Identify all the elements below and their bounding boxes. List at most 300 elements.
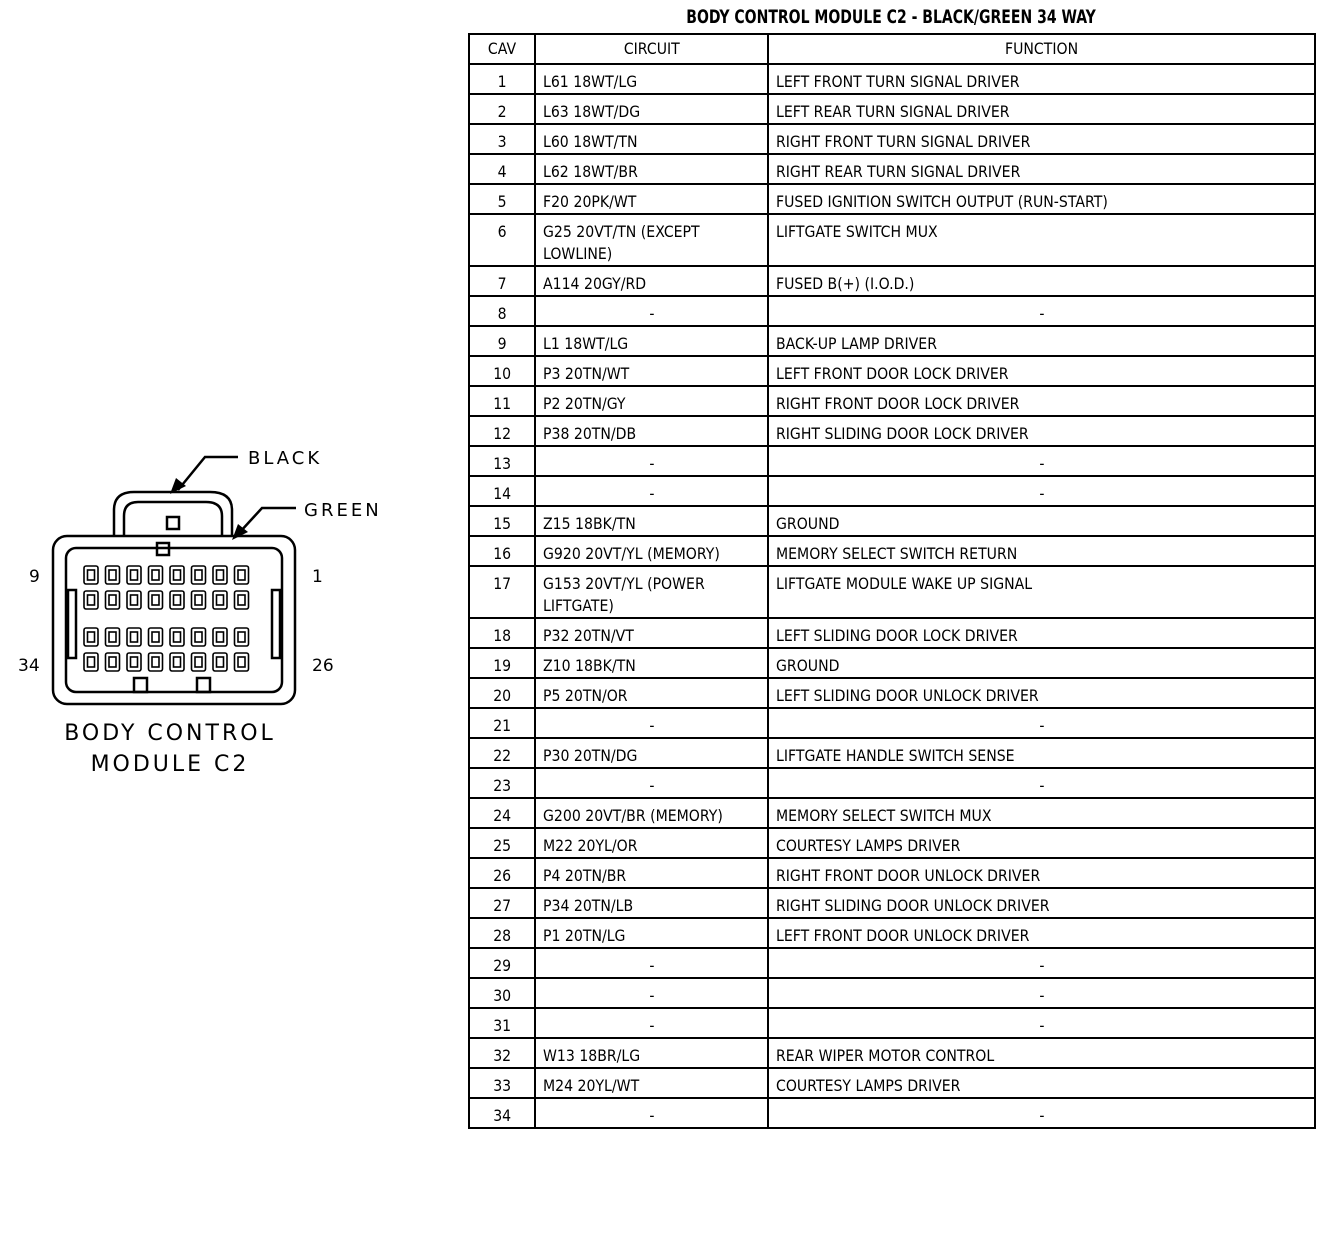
cell-function bbox=[768, 648, 1315, 678]
cell-circuit-text: P3 20TN/WT bbox=[543, 364, 630, 383]
cell-cav bbox=[469, 888, 535, 918]
cell-function bbox=[768, 124, 1315, 154]
cell-function-text: LEFT REAR TURN SIGNAL DRIVER bbox=[776, 102, 1010, 121]
cell-circuit bbox=[535, 1098, 768, 1128]
cell-cav bbox=[469, 1008, 535, 1038]
cell-cav-text: 4 bbox=[497, 162, 507, 181]
cell-circuit bbox=[535, 266, 768, 296]
pin-26-label: 26 bbox=[312, 656, 334, 676]
cell-function bbox=[768, 738, 1315, 768]
cell-cav-text: 13 bbox=[493, 454, 511, 473]
table-row bbox=[469, 476, 1315, 506]
cell-circuit-text: - bbox=[648, 716, 655, 735]
cell-cav-text: 5 bbox=[497, 192, 507, 211]
cell-function-text: LIFTGATE SWITCH MUX bbox=[776, 222, 938, 241]
terminal-cavity bbox=[192, 628, 206, 646]
cell-circuit bbox=[535, 858, 768, 888]
cell-cav-text: 31 bbox=[493, 1016, 511, 1035]
cell-cav bbox=[469, 124, 535, 154]
terminal-pin bbox=[217, 595, 224, 605]
cell-cav bbox=[469, 416, 535, 446]
cell-function-text: RIGHT SLIDING DOOR UNLOCK DRIVER bbox=[776, 896, 1050, 915]
cell-circuit bbox=[535, 446, 768, 476]
terminal-cavity bbox=[149, 628, 163, 646]
cell-circuit-text: G200 20VT/BR (MEMORY) bbox=[543, 806, 723, 825]
cell-cav bbox=[469, 828, 535, 858]
cell-cav bbox=[469, 798, 535, 828]
cell-cav bbox=[469, 648, 535, 678]
table-row bbox=[469, 326, 1315, 356]
connector-diagram bbox=[0, 0, 420, 800]
table-row bbox=[469, 738, 1315, 768]
terminal-pin bbox=[152, 632, 159, 642]
cell-function bbox=[768, 326, 1315, 356]
cell-function bbox=[768, 214, 1315, 266]
table-row bbox=[469, 1098, 1315, 1128]
cell-circuit-text: L62 18WT/BR bbox=[543, 162, 638, 181]
terminal-pin bbox=[217, 657, 224, 667]
cell-cav-text: 1 bbox=[497, 72, 507, 91]
cell-function-text: BACK-UP LAMP DRIVER bbox=[776, 334, 937, 353]
cell-function-text: - bbox=[1038, 776, 1045, 795]
connector-housing bbox=[53, 536, 295, 704]
cell-function-text: RIGHT FRONT DOOR UNLOCK DRIVER bbox=[776, 866, 1041, 885]
terminal-pin bbox=[131, 657, 138, 667]
cell-function-text: GROUND bbox=[776, 656, 840, 675]
cell-function bbox=[768, 64, 1315, 94]
header-circuit-text: CIRCUIT bbox=[623, 39, 680, 58]
terminal-cavity bbox=[149, 591, 163, 609]
cell-circuit bbox=[535, 1008, 768, 1038]
terminal-cavity bbox=[106, 591, 120, 609]
terminal-pin bbox=[88, 595, 95, 605]
terminal-pin bbox=[131, 595, 138, 605]
terminal-pin bbox=[174, 570, 181, 580]
cell-circuit bbox=[535, 326, 768, 356]
black-label: BLACK bbox=[248, 448, 323, 469]
cell-circuit bbox=[535, 506, 768, 536]
terminal-pin bbox=[195, 595, 202, 605]
table-row bbox=[469, 266, 1315, 296]
cell-cav bbox=[469, 768, 535, 798]
cell-function-text: LEFT SLIDING DOOR LOCK DRIVER bbox=[776, 626, 1018, 645]
diagram-caption-line2: MODULE C2 bbox=[90, 752, 250, 777]
cell-circuit bbox=[535, 978, 768, 1008]
cell-cav-text: 10 bbox=[493, 364, 511, 383]
table-row bbox=[469, 828, 1315, 858]
terminal-pin bbox=[88, 570, 95, 580]
terminal-cavity bbox=[106, 628, 120, 646]
cell-circuit bbox=[535, 738, 768, 768]
cell-circuit bbox=[535, 708, 768, 738]
pinout-table bbox=[468, 33, 1316, 1129]
terminal-pin bbox=[195, 570, 202, 580]
cell-circuit bbox=[535, 768, 768, 798]
cell-function bbox=[768, 1068, 1315, 1098]
cell-circuit bbox=[535, 64, 768, 94]
table-row bbox=[469, 184, 1315, 214]
cell-function-text: - bbox=[1038, 454, 1045, 473]
cell-function bbox=[768, 386, 1315, 416]
terminal-cavity bbox=[213, 653, 227, 671]
cell-cav-text: 14 bbox=[493, 484, 511, 503]
cell-function bbox=[768, 1098, 1315, 1128]
table-row bbox=[469, 708, 1315, 738]
terminal-cavity bbox=[192, 566, 206, 584]
cell-cav bbox=[469, 978, 535, 1008]
terminal-cavity bbox=[149, 653, 163, 671]
cell-cav-text: 20 bbox=[493, 686, 511, 705]
cell-function-text: - bbox=[1038, 304, 1045, 323]
cell-circuit-text: P38 20TN/DB bbox=[543, 424, 637, 443]
header-function-text: FUNCTION bbox=[1004, 39, 1079, 58]
diagram-caption-line1: BODY CONTROL bbox=[64, 721, 276, 746]
terminal-pin bbox=[238, 657, 245, 667]
connector-latch bbox=[114, 492, 232, 555]
table-row bbox=[469, 918, 1315, 948]
cell-function-text: LIFTGATE MODULE WAKE UP SIGNAL bbox=[776, 574, 1033, 593]
cell-function-text: LEFT FRONT DOOR LOCK DRIVER bbox=[776, 364, 1009, 383]
table-row bbox=[469, 948, 1315, 978]
cell-cav-text: 32 bbox=[493, 1046, 511, 1065]
terminal-cavity bbox=[127, 653, 141, 671]
cell-function bbox=[768, 476, 1315, 506]
cell-function bbox=[768, 184, 1315, 214]
cell-function-text: MEMORY SELECT SWITCH RETURN bbox=[776, 544, 1018, 563]
cell-circuit-text: M24 20YL/WT bbox=[543, 1076, 640, 1095]
terminal-cavity bbox=[235, 591, 249, 609]
table-row bbox=[469, 798, 1315, 828]
table-row bbox=[469, 64, 1315, 94]
cell-circuit bbox=[535, 214, 768, 266]
terminal-cavity bbox=[84, 628, 98, 646]
cell-cav-text: 19 bbox=[493, 656, 511, 675]
cell-circuit bbox=[535, 184, 768, 214]
pin-1-label: 1 bbox=[312, 567, 323, 587]
terminal-cavity bbox=[170, 566, 184, 584]
table-row bbox=[469, 124, 1315, 154]
cell-cav bbox=[469, 618, 535, 648]
terminal-pin bbox=[217, 632, 224, 642]
cell-cav-text: 27 bbox=[493, 896, 511, 915]
cell-function bbox=[768, 828, 1315, 858]
cell-cav-text: 16 bbox=[493, 544, 511, 563]
right-key bbox=[272, 590, 280, 658]
cell-cav-text: 8 bbox=[497, 304, 507, 323]
cell-function bbox=[768, 678, 1315, 708]
cell-cav-text: 30 bbox=[493, 986, 511, 1005]
cell-function bbox=[768, 536, 1315, 566]
cell-cav-text: 34 bbox=[493, 1106, 511, 1125]
terminal-cavity bbox=[213, 591, 227, 609]
table-row bbox=[469, 506, 1315, 536]
cell-cav-text: 11 bbox=[493, 394, 511, 413]
terminal-cavity bbox=[170, 653, 184, 671]
table-row bbox=[469, 678, 1315, 708]
table-row bbox=[469, 296, 1315, 326]
cell-cav-text: 22 bbox=[493, 746, 511, 765]
cell-circuit-text: - bbox=[648, 454, 655, 473]
cell-function-text: COURTESY LAMPS DRIVER bbox=[776, 836, 961, 855]
table-row bbox=[469, 888, 1315, 918]
terminal-pin bbox=[174, 632, 181, 642]
cell-function bbox=[768, 978, 1315, 1008]
terminal-cavity bbox=[84, 566, 98, 584]
table-row bbox=[469, 978, 1315, 1008]
cell-function-text: GROUND bbox=[776, 514, 840, 533]
cell-cav bbox=[469, 858, 535, 888]
terminal-cavities bbox=[84, 566, 249, 671]
cell-cav-text: 9 bbox=[497, 334, 507, 353]
cell-cav-text: 17 bbox=[493, 574, 511, 593]
cell-circuit bbox=[535, 386, 768, 416]
pin-34-label: 34 bbox=[18, 656, 40, 676]
cell-circuit-text: Z15 18BK/TN bbox=[543, 514, 636, 533]
cell-function-text: RIGHT FRONT TURN SIGNAL DRIVER bbox=[776, 132, 1031, 151]
table-row bbox=[469, 566, 1315, 618]
terminal-pin bbox=[217, 570, 224, 580]
table-row bbox=[469, 648, 1315, 678]
cell-circuit-text: - bbox=[648, 1016, 655, 1035]
table-row bbox=[469, 154, 1315, 184]
cell-circuit bbox=[535, 828, 768, 858]
cell-cav bbox=[469, 566, 535, 618]
cell-circuit bbox=[535, 296, 768, 326]
cell-cav-text: 2 bbox=[497, 102, 507, 121]
cell-function-text: - bbox=[1038, 1106, 1045, 1125]
cell-function-text: MEMORY SELECT SWITCH MUX bbox=[776, 806, 992, 825]
cell-circuit-text: M22 20YL/OR bbox=[543, 836, 638, 855]
terminal-cavity bbox=[235, 628, 249, 646]
terminal-pin bbox=[152, 570, 159, 580]
cell-circuit-text: - bbox=[648, 1106, 655, 1125]
cell-circuit-text: P34 20TN/LB bbox=[543, 896, 634, 915]
cell-circuit-text: L1 18WT/LG bbox=[543, 334, 629, 353]
terminal-cavity bbox=[235, 653, 249, 671]
cell-circuit bbox=[535, 154, 768, 184]
cell-cav-text: 24 bbox=[493, 806, 511, 825]
cell-circuit bbox=[535, 918, 768, 948]
table-row bbox=[469, 858, 1315, 888]
terminal-cavity bbox=[192, 591, 206, 609]
table-row bbox=[469, 386, 1315, 416]
cell-circuit-text: G25 20VT/TN (EXCEPT LOWLINE) bbox=[543, 222, 700, 263]
terminal-cavity bbox=[170, 591, 184, 609]
terminal-cavity bbox=[192, 653, 206, 671]
terminal-pin bbox=[152, 657, 159, 667]
cell-cav-text: 26 bbox=[493, 866, 511, 885]
terminal-pin bbox=[131, 632, 138, 642]
cell-function bbox=[768, 1038, 1315, 1068]
cell-function-text: RIGHT FRONT DOOR LOCK DRIVER bbox=[776, 394, 1020, 413]
cell-function bbox=[768, 858, 1315, 888]
cell-cav bbox=[469, 1068, 535, 1098]
terminal-pin bbox=[195, 632, 202, 642]
header-circuit bbox=[535, 34, 768, 64]
table-row bbox=[469, 356, 1315, 386]
cell-circuit bbox=[535, 124, 768, 154]
cell-cav bbox=[469, 214, 535, 266]
cell-function bbox=[768, 416, 1315, 446]
cell-function bbox=[768, 266, 1315, 296]
terminal-pin bbox=[174, 657, 181, 667]
cell-cav-text: 12 bbox=[493, 424, 511, 443]
cell-circuit-text: L60 18WT/TN bbox=[543, 132, 638, 151]
cell-cav-text: 23 bbox=[493, 776, 511, 795]
cell-cav-text: 7 bbox=[497, 274, 507, 293]
terminal-pin bbox=[238, 570, 245, 580]
cell-circuit-text: - bbox=[648, 986, 655, 1005]
cell-cav bbox=[469, 678, 535, 708]
cell-cav bbox=[469, 356, 535, 386]
cell-circuit-text: - bbox=[648, 304, 655, 323]
terminal-pin bbox=[109, 595, 116, 605]
cell-circuit bbox=[535, 536, 768, 566]
table-title: BODY CONTROL MODULE C2 - BLACK/GREEN 34 WAY bbox=[686, 6, 1096, 28]
terminal-cavity bbox=[106, 653, 120, 671]
table-row bbox=[469, 446, 1315, 476]
header-cav bbox=[469, 34, 535, 64]
terminal-pin bbox=[238, 595, 245, 605]
cell-function-text: LEFT FRONT TURN SIGNAL DRIVER bbox=[776, 72, 1020, 91]
cell-circuit-text: F20 20PK/WT bbox=[543, 192, 637, 211]
left-key bbox=[68, 590, 76, 658]
cell-cav bbox=[469, 184, 535, 214]
cell-cav bbox=[469, 94, 535, 124]
terminal-pin bbox=[88, 657, 95, 667]
cell-circuit-text: P1 20TN/LG bbox=[543, 926, 626, 945]
cell-cav-text: 29 bbox=[493, 956, 511, 975]
cell-function bbox=[768, 1008, 1315, 1038]
cell-circuit-text: P4 20TN/BR bbox=[543, 866, 627, 885]
cell-cav bbox=[469, 296, 535, 326]
cell-function bbox=[768, 768, 1315, 798]
cell-circuit-text: Z10 18BK/TN bbox=[543, 656, 636, 675]
cell-circuit-text: - bbox=[648, 776, 655, 795]
cell-circuit bbox=[535, 476, 768, 506]
cell-circuit bbox=[535, 798, 768, 828]
header-cav-text: CAV bbox=[487, 39, 517, 58]
cell-cav bbox=[469, 266, 535, 296]
table-row bbox=[469, 1038, 1315, 1068]
cell-function-text: LEFT SLIDING DOOR UNLOCK DRIVER bbox=[776, 686, 1039, 705]
table-row bbox=[469, 416, 1315, 446]
green-callout-line bbox=[240, 508, 296, 532]
table-row bbox=[469, 618, 1315, 648]
cell-circuit-text: L61 18WT/LG bbox=[543, 72, 638, 91]
cell-cav bbox=[469, 506, 535, 536]
cell-function bbox=[768, 94, 1315, 124]
terminal-cavity bbox=[106, 566, 120, 584]
terminal-cavity bbox=[84, 591, 98, 609]
cell-function bbox=[768, 948, 1315, 978]
terminal-cavity bbox=[213, 566, 227, 584]
cell-function-text: LEFT FRONT DOOR UNLOCK DRIVER bbox=[776, 926, 1030, 945]
terminal-cavity bbox=[127, 628, 141, 646]
cell-circuit bbox=[535, 618, 768, 648]
terminal-pin bbox=[109, 570, 116, 580]
cell-function bbox=[768, 618, 1315, 648]
cell-cav bbox=[469, 64, 535, 94]
table-row bbox=[469, 536, 1315, 566]
cell-function bbox=[768, 888, 1315, 918]
cell-circuit bbox=[535, 948, 768, 978]
cell-circuit-text: P30 20TN/DG bbox=[543, 746, 638, 765]
table-row bbox=[469, 768, 1315, 798]
cell-circuit bbox=[535, 566, 768, 618]
cell-circuit bbox=[535, 1068, 768, 1098]
cell-circuit-text: P32 20TN/VT bbox=[543, 626, 634, 645]
terminal-cavity bbox=[235, 566, 249, 584]
cell-function bbox=[768, 506, 1315, 536]
cell-cav bbox=[469, 948, 535, 978]
cell-function-text: REAR WIPER MOTOR CONTROL bbox=[776, 1046, 995, 1065]
cell-function-text: - bbox=[1038, 986, 1045, 1005]
cell-circuit-text: - bbox=[648, 956, 655, 975]
cell-cav-text: 3 bbox=[497, 132, 507, 151]
green-label: GREEN bbox=[304, 500, 382, 521]
terminal-cavity bbox=[127, 591, 141, 609]
cell-function bbox=[768, 296, 1315, 326]
cell-circuit bbox=[535, 888, 768, 918]
terminal-pin bbox=[131, 570, 138, 580]
cell-cav-text: 21 bbox=[493, 716, 511, 735]
table-header-row bbox=[469, 34, 1315, 64]
terminal-pin bbox=[109, 657, 116, 667]
cell-cav bbox=[469, 1038, 535, 1068]
cell-circuit bbox=[535, 356, 768, 386]
cell-circuit bbox=[535, 648, 768, 678]
cell-circuit bbox=[535, 94, 768, 124]
table-row bbox=[469, 1008, 1315, 1038]
cell-cav bbox=[469, 386, 535, 416]
cell-function-text: FUSED IGNITION SWITCH OUTPUT (RUN-START) bbox=[776, 192, 1108, 211]
cell-function-text: - bbox=[1038, 956, 1045, 975]
cell-cav-text: 28 bbox=[493, 926, 511, 945]
terminal-pin bbox=[109, 632, 116, 642]
cell-function-text: LIFTGATE HANDLE SWITCH SENSE bbox=[776, 746, 1015, 765]
header-function bbox=[768, 34, 1315, 64]
cell-function bbox=[768, 154, 1315, 184]
cell-circuit-text: A114 20GY/RD bbox=[543, 274, 647, 293]
cell-circuit bbox=[535, 1038, 768, 1068]
cell-function-text: - bbox=[1038, 484, 1045, 503]
cell-circuit bbox=[535, 678, 768, 708]
table-row bbox=[469, 1068, 1315, 1098]
cell-function bbox=[768, 446, 1315, 476]
cell-function-text: - bbox=[1038, 716, 1045, 735]
table-row bbox=[469, 214, 1315, 266]
cell-cav bbox=[469, 536, 535, 566]
cell-circuit-text: G920 20VT/YL (MEMORY) bbox=[543, 544, 720, 563]
cell-cav-text: 6 bbox=[497, 222, 507, 241]
terminal-cavity bbox=[84, 653, 98, 671]
terminal-pin bbox=[174, 595, 181, 605]
terminal-cavity bbox=[149, 566, 163, 584]
table-row bbox=[469, 94, 1315, 124]
terminal-cavity bbox=[127, 566, 141, 584]
terminal-pin bbox=[195, 657, 202, 667]
cell-cav bbox=[469, 1098, 535, 1128]
cell-cav bbox=[469, 154, 535, 184]
pin-9-label: 9 bbox=[29, 567, 40, 587]
cell-function bbox=[768, 918, 1315, 948]
cell-cav-text: 25 bbox=[493, 836, 511, 855]
black-callout-line bbox=[178, 457, 238, 490]
cell-cav bbox=[469, 918, 535, 948]
cell-circuit-text: P2 20TN/GY bbox=[543, 394, 626, 413]
table-body bbox=[469, 64, 1315, 1128]
